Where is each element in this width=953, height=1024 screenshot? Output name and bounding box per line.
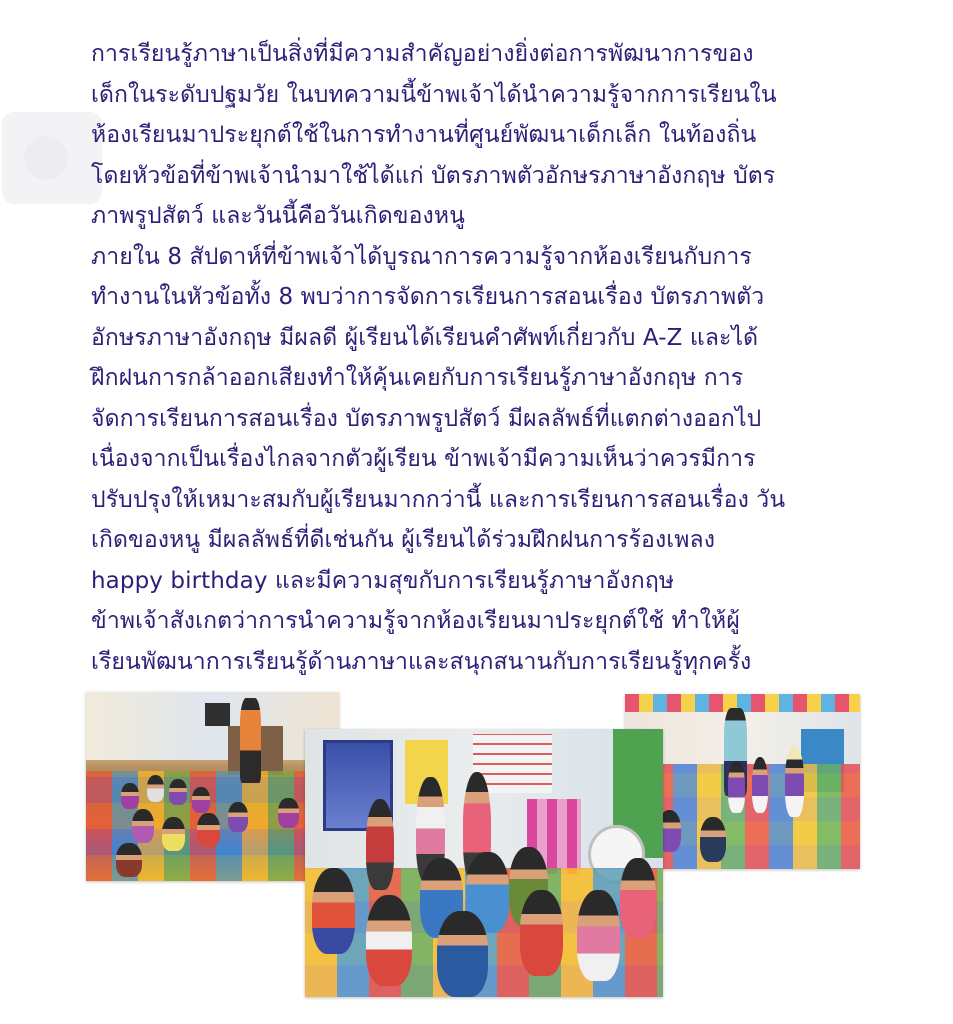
classroom-photo-left: [86, 692, 339, 881]
article-line: เนื่องจากเป็นเรื่องไกลจากตัวผู้เรียน ข้าพเจ้ามีความเห็นว่าควรมีการ: [91, 446, 756, 472]
photo-child: [278, 798, 298, 828]
photo-teacher: [240, 698, 260, 783]
faded-circle-icon: [24, 136, 68, 180]
photo-child: [700, 817, 726, 863]
faded-overlay-block: [2, 112, 102, 204]
article-line: ปรับปรุงให้เหมาะสมกับผู้เรียนมากกว่านี้ และการเรียนการสอนเรื่อง วัน: [91, 486, 786, 513]
article-line: เด็กในระดับปฐมวัย ในบทความนี้ข้าพเจ้าได้นำความรู้จากการเรียนใน: [91, 81, 777, 108]
article-line: จัดการเรียนการสอนเรื่อง บัตรภาพรูปสัตว์ มีผลลัพธ์ที่แตกต่างออกไป: [91, 405, 762, 432]
photo-child: [366, 799, 395, 890]
classroom-photo-center: [305, 729, 663, 997]
photo-child: [785, 747, 804, 817]
photo-child: [121, 783, 139, 809]
photo-child: [620, 858, 656, 938]
photo-child: [437, 911, 487, 997]
photo-child: [197, 813, 220, 847]
photo-child: [132, 809, 155, 843]
photo-child: [577, 890, 620, 981]
photo-child: [162, 817, 185, 851]
article-line: อักษรภาษาอังกฤษ มีผลดี ผู้เรียนได้เรียนคำศัพท์เกี่ยวกับ A-Z และได้: [91, 324, 759, 351]
article-line: ห้องเรียนมาประยุกต์ใช้ในการทำงานที่ศูนย์พัฒนาเด็กเล็ก ในท้องถิ่น: [91, 122, 757, 148]
article-line: ทำงานในหัวข้อทั้ง 8 พบว่าการจัดการเรียนการสอนเรื่อง บัตรภาพตัว: [91, 284, 765, 310]
article-line: ภาพรูปสัตว์ และวันนี้คือวันเกิดของหนู: [91, 203, 465, 229]
article-line: ภายใน 8 สัปดาห์ที่ข้าพเจ้าได้บูรณาการความรู้จากห้องเรียนกับการ: [91, 243, 752, 270]
photo-child: [228, 802, 248, 832]
photo-child: [312, 868, 355, 954]
article-line: เกิดของหนู มีผลลัพธ์ที่ดีเช่นกัน ผู้เรียนได้ร่วมฝึกฝนการร้องเพลง: [91, 527, 716, 553]
photo-child: [752, 757, 768, 813]
photo-wall: [86, 692, 339, 760]
article-text: [91, 34, 891, 682]
article-line: โดยหัวข้อที่ข้าพเจ้านำมาใช้ได้แก่ บัตรภาพตัวอักษรภาษาอังกฤษ บัตร: [91, 162, 776, 189]
photo-child: [116, 843, 141, 877]
photo-tv: [205, 703, 230, 726]
photo-child: [192, 787, 210, 813]
photo-child: [169, 779, 187, 805]
photo-child: [520, 890, 563, 976]
article-line: การเรียนรู้ภาษาเป็นสิ่งที่มีความสำคัญอย่างยิ่งต่อการพัฒนาการของ: [91, 41, 754, 67]
photo-child: [147, 775, 165, 801]
photo-child: [728, 761, 744, 814]
photo-child: [366, 895, 413, 986]
article-line: เรียนพัฒนาการเรียนรู้ด้านภาษาและสนุกสนานกับการเรียนรู้ทุกครั้ง: [91, 648, 752, 675]
article-line: ข้าพเจ้าสังเกตว่าการนำความรู้จากห้องเรียนมาประยุกต์ใช้ ทำให้ผู้: [91, 608, 740, 634]
article-line: ฝึกฝนการกล้าออกเสียงทำให้คุ้นเคยกับการเรียนรู้ภาษาอังกฤษ การ: [91, 365, 744, 391]
article-line: happy birthday และมีความสุขกับการเรียนรู้ภาษาอังกฤษ: [91, 567, 675, 594]
